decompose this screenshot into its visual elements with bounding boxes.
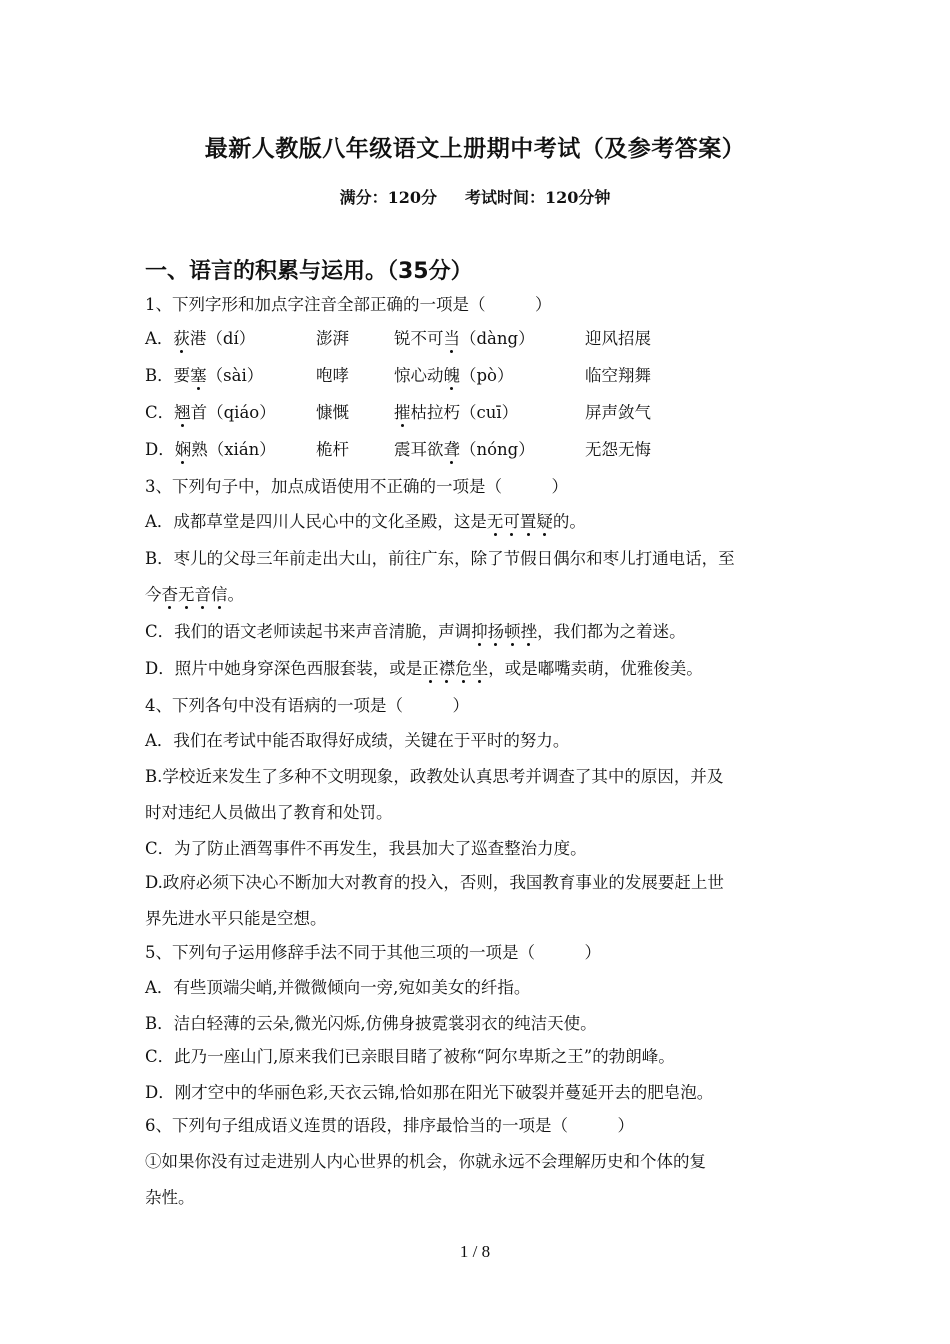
q3-option-b-line2: 今杳无音信。 [145,585,244,604]
section-heading: 一、语言的积累与运用。（35分） [145,259,473,284]
emphasis-char: 摧 [394,403,411,422]
emphasis-char: 顿 [504,622,521,641]
emphasis-char: 置 [519,512,537,531]
q1-option-d-4: 无怨无悔 [585,440,651,459]
emphasis-char: 音 [194,585,211,604]
q5-option-b: B．洁白轻薄的云朵,微光闪烁,仿佛身披霓裳羽衣的纯洁天使。 [145,1014,597,1033]
emphasis-char: 正 [422,659,439,678]
emphasis-char: 危 [455,659,472,678]
emphasis-char: 疑 [536,512,553,531]
q3-option-a: A．成都草堂是四川人民心中的文化圣殿，这是无可置疑的。 [145,512,586,531]
emphasis-char: 魄 [443,366,460,385]
emphasis-char: 无 [178,585,195,604]
q6-stem: 6、下列句子组成语义连贯的语段，排序最恰当的一项是（ ） [145,1116,634,1135]
emphasis-char: 可 [503,512,520,531]
emphasis-char: 坐 [471,659,489,678]
q1-option-a-2: 澎湃 [316,329,349,348]
emphasis-char: 襟 [438,659,456,678]
exam-info [0,185,950,208]
emphasis-char: 翘 [174,403,191,422]
q5-stem: 5、下列句子运用修辞手法不同于其他三项的一项是（ ） [145,943,601,962]
full-score: 满分：120分 [339,188,437,207]
q1-option-d-3: 震耳欲聋（nóng） [394,440,535,459]
emphasis-char: 塞 [190,366,207,385]
emphasis-char: 挫 [520,622,538,641]
q5-option-c: C．此乃一座山门,原来我们已亲眼目睹了被称“阿尔卑斯之王”的勃朗峰。 [145,1047,675,1066]
q4-option-d-line2: 界先进水平只能是空想。 [145,909,327,928]
exam-title: 最新人教版八年级语文上册期中考试（及参考答案） [204,135,746,162]
q3-option-b-line1: B．枣儿的父母三年前走出大山，前往广东，除了节假日偶尔和枣儿打通电话，至 [145,549,735,568]
q1-option-c-2: 慷慨 [316,403,349,422]
q3-option-d: D．照片中她身穿深色西服套装，或是正襟危坐，或是嘟嘴卖萌，优雅俊美。 [145,659,703,678]
q1-option-b-2: 咆哮 [316,366,349,385]
q1-option-c-4: 屏声敛气 [585,403,651,422]
q4-option-b-line1: B.学校近来发生了多种不文明现象，政教处认真思考并调查了其中的原因，并及 [145,767,724,786]
emphasis-char: 扬 [487,622,505,641]
q1-option-b-1: B．要塞（sài） [145,366,264,385]
q1-option-c-3: 摧枯拉朽（cuī） [394,403,519,422]
q5-option-a: A．有些顶端尖峭,并微微倾向一旁,宛如美女的纤指。 [145,978,531,997]
page-number: 1 / 8 [459,1242,491,1261]
exam-time: 考试时间：120分钟 [465,188,611,207]
q1-option-a-4: 迎风招展 [585,329,651,348]
q6-sentence-1-line2: 杂性。 [145,1188,195,1207]
q6-sentence-1-line1: ①如果你没有过走进别人内心世界的机会，你就永远不会理解历史和个体的复 [145,1152,706,1171]
q4-option-c: C．为了防止酒驾事件不再发生，我县加大了巡查整治力度。 [145,839,587,858]
q4-option-d-line1: D.政府必须下决心不断加大对教育的投入，否则，我国教育事业的发展要赶上世 [145,873,724,892]
q4-option-b-line2: 时对违纪人员做出了教育和处罚。 [145,803,393,822]
q1-option-b-4: 临空翔舞 [585,366,651,385]
emphasis-char: 聋 [443,440,460,459]
q1-option-a-3: 锐不可当（dàng） [394,329,535,348]
emphasis-char: 杳 [161,585,178,604]
q4-stem: 4、下列各句中没有语病的一项是（ ） [145,696,469,715]
q1-stem: 1、下列字形和加点字注音全部正确的一项是（ ） [145,295,552,314]
emphasis-char: 娴 [174,440,192,459]
q4-option-a: A．我们在考试中能否取得好成绩，关键在于平时的努力。 [145,731,570,750]
emphasis-char: 荻 [173,329,190,348]
q1-option-b-3: 惊心动魄（pò） [394,366,514,385]
q3-option-c: C．我们的语文老师读起书来声音清脆，声调抑扬顿挫，我们都为之着迷。 [145,622,686,641]
q3-stem: 3、下列句子中，加点成语使用不正确的一项是（ ） [145,477,568,496]
emphasis-char: 当 [443,329,460,348]
q1-option-a-1: A．荻港（dí） [145,329,256,348]
emphasis-char: 信 [211,585,228,604]
q1-option-c-1: C．翘首（qiáo） [145,403,276,422]
emphasis-char: 抑 [471,622,488,641]
q1-option-d-2: 桅杆 [316,440,349,459]
q1-option-d-1: D．娴熟（xián） [145,440,276,459]
q5-option-d: D．刚才空中的华丽色彩,天衣云锦,恰如那在阳光下破裂并蔓延开去的肥皂泡。 [145,1083,714,1102]
emphasis-char: 无 [486,512,504,531]
